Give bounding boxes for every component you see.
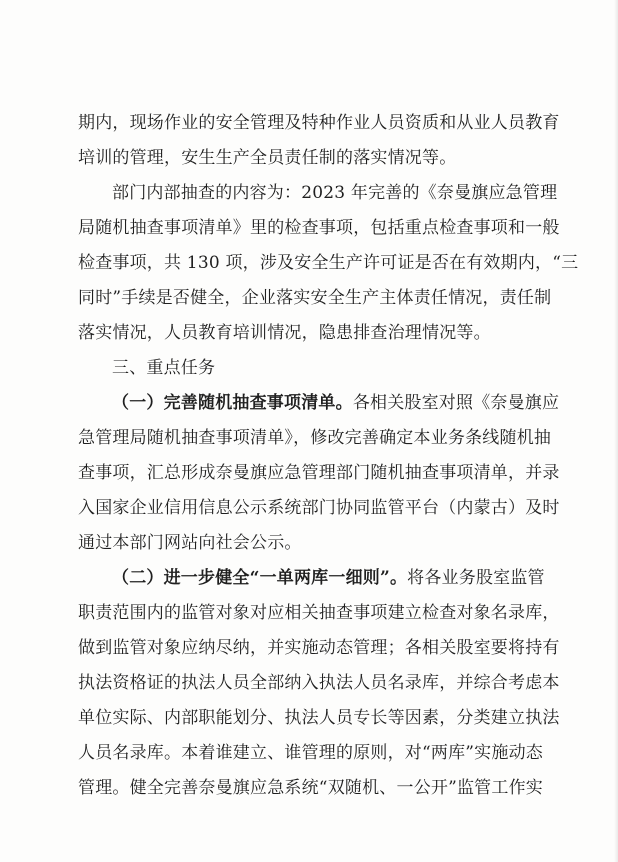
body-line: 落实情况，人员教育培训情况，隐患排查治理情况等。 [78,323,491,343]
body-line: 培训的管理，安生生产全员责任制的落实情况等。 [78,148,457,168]
subsection-title: （二）进一步健全“一单两库一细则”。 [112,568,408,588]
body-line: 人员名录库。本着谁建立、谁管理的原则，对“两库”实施动态 [78,743,543,763]
subsection-first-line [112,567,545,589]
body-line: 职责范围内的监管对象对应相关抽查事项建立检查对象名录库， [78,603,560,623]
body-line: 局随机抽查事项清单》里的检查事项，包括重点检查事项和一般 [78,218,560,238]
body-line: 同时”手续是否健全，企业落实安全生产主体责任情况，责任制 [78,288,552,308]
body-line: 查事项，汇总形成奈曼旗应急管理部门随机抽查事项清单，并录 [78,463,560,483]
subsection-text: 将各业务股室监管 [407,568,545,588]
body-line: 急管理局随机抽查事项清单》，修改完善确定本业务条线随机抽 [78,428,552,448]
body-line: 入国家企业信用信息公示系统部门协同监管平台（内蒙古）及时 [78,498,560,518]
body-line: 通过本部门网站向社会公示。 [78,533,302,553]
body-line: 执法资格证的执法人员全部纳入执法人员名录库，并综合考虑本 [78,673,560,693]
subsection-title: （一）完善随机抽查事项清单。 [112,393,353,413]
body-line: 做到监管对象应纳尽纳，并实施动态管理；各相关股室要将持有 [78,638,560,658]
body-line: 检查事项，共 130 项，涉及安全生产许可证是否在有效期内，“三 [78,253,579,273]
body-line: 管理。健全完善奈曼旗应急系统“双随机、一公开”监管工作实 [78,778,543,798]
paragraph-first-line: 部门内部抽查的内容为：2023 年完善的《奈曼旗应急管理 [112,183,558,203]
section-heading: 三、重点任务 [112,358,216,378]
subsection-first-line [112,392,560,414]
page-edge-shadow [614,0,618,862]
body-line: 期内，现场作业的安全管理及特种作业人员资质和从业人员教育 [78,113,560,133]
subsection-text: 各相关股室对照《奈曼旗应 [352,393,560,413]
body-line: 单位实际、内部职能划分、执法人员专长等因素，分类建立执法 [78,708,560,728]
